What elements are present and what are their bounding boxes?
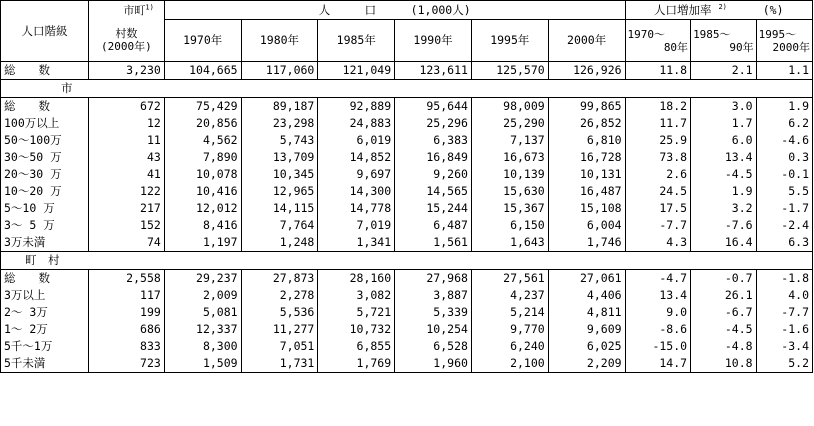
- header-municipalities-line2: 村数: [115, 27, 138, 41]
- cell: 5.2: [756, 355, 812, 373]
- table-row: [1, 217, 813, 234]
- cell: 29,237: [164, 270, 241, 288]
- cell: 12,965: [241, 183, 318, 200]
- cell: 117: [89, 287, 165, 304]
- cell: 43: [89, 149, 165, 166]
- row-label: 1～ 2万: [1, 321, 89, 338]
- cell: 15,367: [471, 200, 548, 217]
- cell: 11.8: [625, 62, 691, 80]
- table-row: [1, 183, 813, 200]
- cell: -1.8: [756, 270, 812, 288]
- header-growth-1995-2000: [756, 20, 812, 62]
- cell: -4.5: [691, 166, 757, 183]
- cell: -2.4: [756, 217, 812, 234]
- cell: 11,277: [241, 321, 318, 338]
- section-title: 市: [1, 80, 813, 98]
- cell: 14.7: [625, 355, 691, 373]
- row-label: 総 数: [1, 62, 89, 80]
- cell: 3,230: [89, 62, 165, 80]
- cell: -7.6: [691, 217, 757, 234]
- cell: -7.7: [625, 217, 691, 234]
- footnote-2-marker: 2): [718, 2, 727, 11]
- header-population-class: 人口階級: [1, 1, 89, 62]
- cell: 6,150: [471, 217, 548, 234]
- cell: -7.7: [756, 304, 812, 321]
- cell: 833: [89, 338, 165, 355]
- cell: 10,416: [164, 183, 241, 200]
- cell: 27,968: [395, 270, 472, 288]
- header-municipalities-top: [89, 1, 165, 20]
- cell: 28,160: [318, 270, 395, 288]
- cell: 16,728: [548, 149, 625, 166]
- cell: 4,811: [548, 304, 625, 321]
- cell: -1.7: [756, 200, 812, 217]
- header-growth-1985-90: [691, 20, 757, 62]
- cell: 20,856: [164, 115, 241, 132]
- cell: -15.0: [625, 338, 691, 355]
- cell: 1,248: [241, 234, 318, 252]
- cell: 17.5: [625, 200, 691, 217]
- cell: 125,570: [471, 62, 548, 80]
- section-header-row: [1, 80, 813, 98]
- cell: 723: [89, 355, 165, 373]
- cell: 26.1: [691, 287, 757, 304]
- cell: 121,049: [318, 62, 395, 80]
- table-row: [1, 200, 813, 217]
- cell: 1,643: [471, 234, 548, 252]
- cell: 95,644: [395, 98, 472, 116]
- header-growth-unit: (%): [762, 2, 784, 17]
- table-row: [1, 304, 813, 321]
- cell: 23,298: [241, 115, 318, 132]
- cell: -1.6: [756, 321, 812, 338]
- cell: 2,009: [164, 287, 241, 304]
- cell: 5,536: [241, 304, 318, 321]
- cell: 14,115: [241, 200, 318, 217]
- header-municipalities-line3: (2000年): [101, 40, 152, 54]
- cell: 8,416: [164, 217, 241, 234]
- cell: 6,004: [548, 217, 625, 234]
- cell: 3.2: [691, 200, 757, 217]
- header-year-2000: 2000年: [548, 20, 625, 62]
- cell: 5,721: [318, 304, 395, 321]
- cell: 5.5: [756, 183, 812, 200]
- cell: 24.5: [625, 183, 691, 200]
- cell: 11: [89, 132, 165, 149]
- header-year-1990: 1990年: [395, 20, 472, 62]
- cell: 4.3: [625, 234, 691, 252]
- table-row: [1, 132, 813, 149]
- cell: 1,197: [164, 234, 241, 252]
- cell: 5,081: [164, 304, 241, 321]
- cell: 6,487: [395, 217, 472, 234]
- row-label: 総 数: [1, 270, 89, 288]
- cell: 217: [89, 200, 165, 217]
- cell: 27,561: [471, 270, 548, 288]
- table-row: [1, 149, 813, 166]
- cell: 10,131: [548, 166, 625, 183]
- table-row: [1, 338, 813, 355]
- cell: 4,562: [164, 132, 241, 149]
- cell: 12,337: [164, 321, 241, 338]
- cell: 6,528: [395, 338, 472, 355]
- header-year-1985: 1985年: [318, 20, 395, 62]
- cell: 9,697: [318, 166, 395, 183]
- cell: 73.8: [625, 149, 691, 166]
- growth-period-end: 2000年: [772, 40, 810, 54]
- cell: 10,139: [471, 166, 548, 183]
- table-row: [1, 234, 813, 252]
- cell: 16,487: [548, 183, 625, 200]
- cell: -0.1: [756, 166, 812, 183]
- row-label: 30～50 万: [1, 149, 89, 166]
- cell: 6,855: [318, 338, 395, 355]
- cell: 1,769: [318, 355, 395, 373]
- table-row: [1, 166, 813, 183]
- cell: 7,051: [241, 338, 318, 355]
- cell: 14,565: [395, 183, 472, 200]
- cell: 1,746: [548, 234, 625, 252]
- table-row-total: [1, 62, 813, 80]
- row-label: 3～ 5 万: [1, 217, 89, 234]
- header-growth-label: 人口増加率: [654, 2, 712, 17]
- cell: 26,852: [548, 115, 625, 132]
- table-row: [1, 287, 813, 304]
- cell: 4.0: [756, 287, 812, 304]
- header-municipalities-line1: 市町: [123, 3, 146, 17]
- cell: 117,060: [241, 62, 318, 80]
- cell: 89,187: [241, 98, 318, 116]
- cell: 13.4: [691, 149, 757, 166]
- cell: 1.1: [756, 62, 812, 80]
- table-header: [1, 1, 813, 62]
- cell: -3.4: [756, 338, 812, 355]
- cell: 74: [89, 234, 165, 252]
- cell: 3,887: [395, 287, 472, 304]
- cell: 12: [89, 115, 165, 132]
- cell: 9,609: [548, 321, 625, 338]
- cell: 4,237: [471, 287, 548, 304]
- row-label: 10～20 万: [1, 183, 89, 200]
- cell: 25,290: [471, 115, 548, 132]
- cell: -4.6: [756, 132, 812, 149]
- cell: 0.3: [756, 149, 812, 166]
- cell: 10,254: [395, 321, 472, 338]
- table-row: [1, 98, 813, 116]
- cell: 1,341: [318, 234, 395, 252]
- cell: 15,108: [548, 200, 625, 217]
- cell: 10,732: [318, 321, 395, 338]
- cell: 16,849: [395, 149, 472, 166]
- cell: 1,731: [241, 355, 318, 373]
- cell: 2,558: [89, 270, 165, 288]
- cell: 7,019: [318, 217, 395, 234]
- cell: 126,926: [548, 62, 625, 80]
- row-label: 3万未満: [1, 234, 89, 252]
- cell: 1.9: [756, 98, 812, 116]
- cell: 13.4: [625, 287, 691, 304]
- row-label: 20～30 万: [1, 166, 89, 183]
- header-year-1995: 1995年: [471, 20, 548, 62]
- sections-body: [1, 80, 813, 373]
- cell: 2.1: [691, 62, 757, 80]
- section-title: 町 村: [1, 252, 813, 270]
- cell: 24,883: [318, 115, 395, 132]
- table-row: [1, 270, 813, 288]
- cell: 6,025: [548, 338, 625, 355]
- cell: 12,012: [164, 200, 241, 217]
- growth-period-start: 1970～: [627, 27, 666, 41]
- cell: 2,278: [241, 287, 318, 304]
- cell: 25.9: [625, 132, 691, 149]
- header-population-group: 人 口 (1,000人): [164, 1, 625, 20]
- cell: 6,383: [395, 132, 472, 149]
- cell: 5,743: [241, 132, 318, 149]
- cell: 104,665: [164, 62, 241, 80]
- cell: 122: [89, 183, 165, 200]
- cell: 6,810: [548, 132, 625, 149]
- row-label: 3万以上: [1, 287, 89, 304]
- cell: 1.7: [691, 115, 757, 132]
- header-year-1980: 1980年: [241, 20, 318, 62]
- table-row: [1, 115, 813, 132]
- cell: 2,100: [471, 355, 548, 373]
- cell: 3.0: [691, 98, 757, 116]
- cell: 1,960: [395, 355, 472, 373]
- cell: 1.9: [691, 183, 757, 200]
- cell: 152: [89, 217, 165, 234]
- cell: 5,339: [395, 304, 472, 321]
- cell: 672: [89, 98, 165, 116]
- header-year-1970: 1970年: [164, 20, 241, 62]
- cell: 27,061: [548, 270, 625, 288]
- row-label: 2～ 3万: [1, 304, 89, 321]
- cell: 7,890: [164, 149, 241, 166]
- table-row: [1, 321, 813, 338]
- cell: 99,865: [548, 98, 625, 116]
- cell: 3,082: [318, 287, 395, 304]
- cell: -4.8: [691, 338, 757, 355]
- cell: 8,300: [164, 338, 241, 355]
- cell: 15,630: [471, 183, 548, 200]
- row-label: 5千未満: [1, 355, 89, 373]
- header-municipalities-bottom: [89, 20, 165, 62]
- cell: 199: [89, 304, 165, 321]
- cell: 1,561: [395, 234, 472, 252]
- growth-period-end: 80年: [663, 40, 689, 54]
- cell: 6,240: [471, 338, 548, 355]
- cell: 10,078: [164, 166, 241, 183]
- growth-period-end: 90年: [729, 40, 754, 54]
- cell: 6,019: [318, 132, 395, 149]
- header-growth-1970-80: [625, 20, 691, 62]
- cell: 6.2: [756, 115, 812, 132]
- cell: 7,137: [471, 132, 548, 149]
- section-header-row: [1, 252, 813, 270]
- cell: 18.2: [625, 98, 691, 116]
- cell: 6.3: [756, 234, 812, 252]
- cell: 10.8: [691, 355, 757, 373]
- cell: 2,209: [548, 355, 625, 373]
- cell: -6.7: [691, 304, 757, 321]
- cell: 14,300: [318, 183, 395, 200]
- cell: -4.5: [691, 321, 757, 338]
- total-body: [1, 62, 813, 80]
- row-label: 50～100万: [1, 132, 89, 149]
- cell: 41: [89, 166, 165, 183]
- cell: 14,852: [318, 149, 395, 166]
- cell: 686: [89, 321, 165, 338]
- cell: 98,009: [471, 98, 548, 116]
- cell: 92,889: [318, 98, 395, 116]
- footnote-1-marker: 1): [145, 3, 154, 12]
- header-growth-group: [625, 1, 812, 20]
- cell: 14,778: [318, 200, 395, 217]
- cell: 2.6: [625, 166, 691, 183]
- cell: 11.7: [625, 115, 691, 132]
- cell: -4.7: [625, 270, 691, 288]
- cell: 9,260: [395, 166, 472, 183]
- table-row: [1, 355, 813, 373]
- growth-period-start: 1995～: [758, 27, 797, 41]
- row-label: 総 数: [1, 98, 89, 116]
- cell: 1,509: [164, 355, 241, 373]
- cell: 13,709: [241, 149, 318, 166]
- cell: 4,406: [548, 287, 625, 304]
- cell: 6.0: [691, 132, 757, 149]
- cell: 75,429: [164, 98, 241, 116]
- cell: 16.4: [691, 234, 757, 252]
- cell: 9,770: [471, 321, 548, 338]
- cell: 27,873: [241, 270, 318, 288]
- cell: -0.7: [691, 270, 757, 288]
- row-label: 100万以上: [1, 115, 89, 132]
- cell: 15,244: [395, 200, 472, 217]
- cell: -8.6: [625, 321, 691, 338]
- cell: 7,764: [241, 217, 318, 234]
- cell: 5,214: [471, 304, 548, 321]
- growth-period-start: 1985～: [693, 27, 731, 41]
- cell: 123,611: [395, 62, 472, 80]
- cell: 16,673: [471, 149, 548, 166]
- row-label: 5～10 万: [1, 200, 89, 217]
- row-label: 5千～1万: [1, 338, 89, 355]
- cell: 25,296: [395, 115, 472, 132]
- cell: 10,345: [241, 166, 318, 183]
- cell: 9.0: [625, 304, 691, 321]
